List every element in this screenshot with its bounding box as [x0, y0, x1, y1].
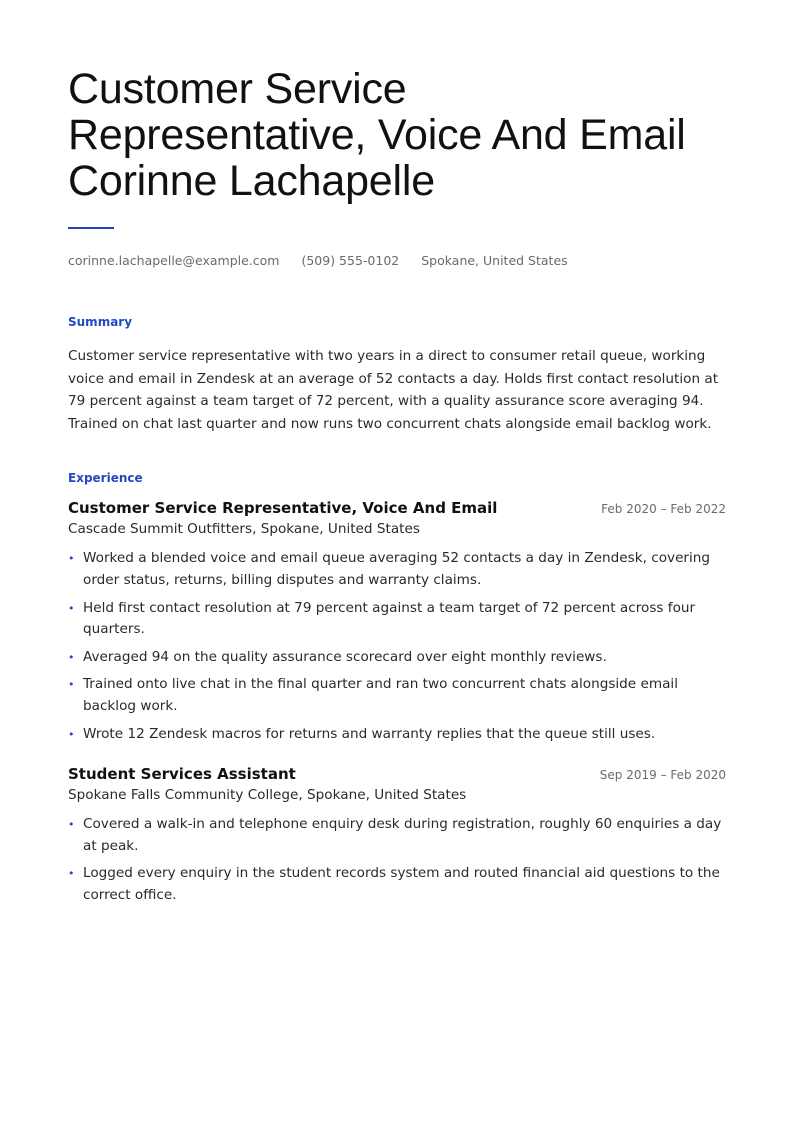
bullet-text: Worked a blended voice and email queue averaging 52 contacts a day in Zendesk, covering order status, returns, billing disputes and warranty claims. — [83, 550, 711, 588]
contact-info — [68, 253, 726, 268]
job-bullets — [68, 814, 726, 906]
job-bullets — [68, 548, 726, 745]
bullet-item — [68, 548, 726, 591]
bullet-dot-icon: • — [68, 727, 75, 741]
job-dates: Sep 2019 – Feb 2020 — [599, 768, 726, 783]
summary-heading: Summary — [68, 315, 133, 329]
bullet-dot-icon: • — [68, 650, 75, 664]
bullet-item — [68, 598, 726, 641]
bullet-item — [68, 647, 726, 669]
bullet-text: Held first contact resolution at 79 percent against a team target of 72 percent across four quarters. — [83, 599, 696, 638]
bullet-text: Wrote 12 Zendesk macros for returns and warranty replies that the queue still uses. — [83, 725, 656, 742]
bullet-text: Trained onto live chat in the final quarter and ran two concurrent chats alongside email backlog work. — [83, 676, 678, 714]
resume-page — [68, 66, 726, 913]
bullet-text: Covered a walk-in and telephone enquiry desk during registration, roughly 60 enquiries a day at peak. — [83, 816, 722, 854]
job-entry — [68, 765, 726, 906]
contact-email: corinne.lachapelle@example.com — [68, 253, 280, 268]
job-title: Student Services Assistant — [68, 765, 296, 784]
bullet-item — [68, 724, 726, 746]
resume-title — [68, 66, 726, 204]
experience-heading: Experience — [68, 471, 143, 486]
job-header — [68, 765, 726, 783]
title-line-2: Representative, Voice And Email — [68, 111, 686, 159]
bullet-dot-icon: • — [68, 818, 75, 832]
job-header — [68, 499, 726, 517]
title-line-1: Customer Service — [68, 65, 407, 113]
summary-text: Customer service representative with two years in a direct to consumer retail queue, working voice and email in Zendesk at an average of 52 contacts a day. Holds first contact resolution at 79 percent against a team target of 72 percent, with a quality assurance score averaging 94. Trained on chat last quarter and now runs two concurrent chats alongside email backlog work. — [68, 348, 719, 432]
bullet-dot-icon: • — [68, 867, 75, 881]
contact-phone: (509) 555-0102 — [301, 253, 400, 268]
contact-location: Spokane, United States — [421, 253, 568, 268]
accent-divider — [68, 227, 114, 229]
experience-section — [68, 471, 726, 906]
bullet-dot-icon: • — [68, 601, 75, 615]
bullet-text: Averaged 94 on the quality assurance scorecard over eight monthly reviews. — [83, 648, 607, 665]
job-title: Customer Service Representative, Voice And Email — [68, 499, 498, 518]
bullet-item — [68, 674, 726, 717]
bullet-text: Logged every enquiry in the student records system and routed financial aid questions to the correct office. — [83, 865, 720, 903]
job-dates: Feb 2020 – Feb 2022 — [601, 502, 726, 517]
summary-section — [68, 315, 726, 435]
bullet-item — [68, 863, 726, 906]
job-entry — [68, 499, 726, 745]
bullet-item — [68, 814, 726, 857]
job-organization: Cascade Summit Outfitters, Spokane, United States — [68, 521, 420, 538]
job-organization: Spokane Falls Community College, Spokane, United States — [68, 787, 467, 804]
bullet-dot-icon: • — [68, 678, 75, 692]
bullet-dot-icon: • — [68, 552, 75, 566]
candidate-name: Corinne Lachapelle — [68, 157, 435, 205]
